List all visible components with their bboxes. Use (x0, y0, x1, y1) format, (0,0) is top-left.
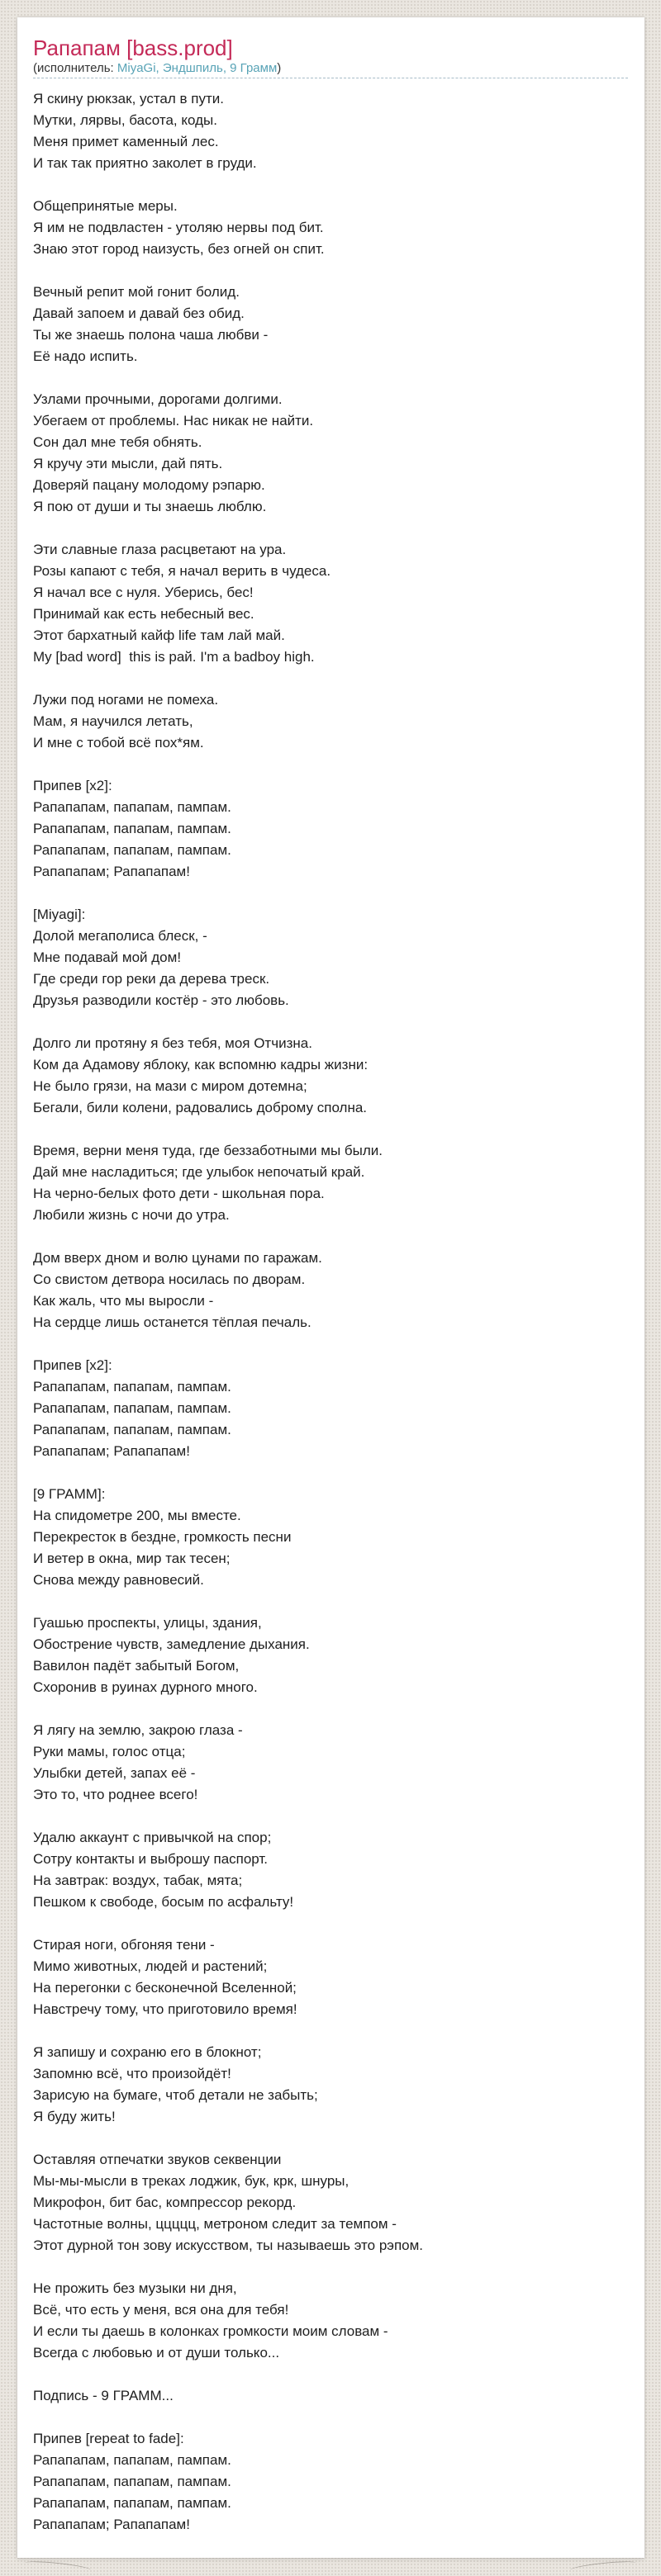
lyrics-stanza (33, 2428, 628, 2536)
lyrics-line: Розы капают с тебя, я начал верить в чудеса. (33, 563, 331, 579)
lyrics-line: Где среди гор реки да дерева треск. (33, 971, 270, 987)
lyrics-card (17, 17, 644, 2558)
lyrics-line: Рапапапам, папапам, пампам. (33, 799, 231, 815)
lyrics-stanza (33, 1140, 628, 1226)
artists-line (33, 60, 628, 78)
lyrics-line: Перекресток в бездне, громкость песни (33, 1529, 292, 1545)
lyrics-line: И мне с тобой всё пох*ям. (33, 735, 204, 751)
lyrics-line: Навстречу тому, что приготовило время! (33, 2001, 297, 2017)
lyrics-stanza (33, 282, 628, 367)
lyrics-line: На сердце лишь останется тёплая печаль. (33, 1314, 311, 1330)
lyrics-line: Руки мамы, голос отца; (33, 1744, 186, 1759)
lyrics-line: Припев [repeat to fade]: (33, 2431, 184, 2446)
lyrics-stanza (33, 775, 628, 883)
lyrics-line: На спидометре 200, мы вместе. (33, 1508, 241, 1523)
lyrics-line: Этот бархатный кайф life там лай май. (33, 627, 285, 643)
lyrics-stanza (33, 1934, 628, 2020)
lyrics-line: Рапапапам; Рапапапам! (33, 1443, 190, 1459)
lyrics-line: Схоронив в руинах дурного много. (33, 1679, 258, 1695)
lyrics-line: Любили жизнь с ночи до утра. (33, 1207, 230, 1223)
lyrics-stanza (33, 1248, 628, 1333)
artists-prefix: (исполнитель: (33, 61, 117, 75)
lyrics-line: Вечный репит мой гонит болид. (33, 284, 240, 300)
lyrics-line: Стирая ноги, обгоняя тени - (33, 1937, 215, 1953)
lyrics-line: Улыбки детей, запах её - (33, 1765, 196, 1781)
lyrics-line: Рапапапам, папапам, пампам. (33, 2495, 231, 2511)
lyrics-line: Частотные волны, ццццц, метроном следит за темпом - (33, 2216, 397, 2232)
lyrics-line: На черно-белых фото дети - школьная пора. (33, 1186, 325, 1201)
lyrics-line: На перегонки с бесконечной Вселенной; (33, 1980, 297, 1996)
lyrics-line: Рапапапам, папапам, пампам. (33, 2474, 231, 2489)
lyrics-line: На завтрак: воздух, табак, мята; (33, 1873, 243, 1888)
lyrics-line: Припев [x2]: (33, 778, 112, 793)
lyrics-line: Принимай как есть небесный вес. (33, 606, 254, 622)
lyrics-line: Со свистом детвора носилась по дворам. (33, 1271, 306, 1287)
lyrics-line: Общепринятые меры. (33, 198, 178, 214)
lyrics-line: Вавилон падёт забытый Богом, (33, 1658, 240, 1674)
lyrics-stanza (33, 88, 628, 174)
page-curl-shadow-right (570, 2559, 637, 2574)
lyrics-line: Я начал все с нуля. Уберись, бес! (33, 585, 254, 600)
lyrics-line: Всё, что есть у меня, вся она для тебя! (33, 2302, 289, 2318)
lyrics-line: Долго ли протяну я без тебя, моя Отчизна. (33, 1035, 312, 1051)
lyrics-stanza (33, 1484, 628, 1591)
lyrics-line: Бегали, били колени, радовались доброму сполна. (33, 1100, 368, 1115)
lyrics-stanza (33, 904, 628, 1011)
lyrics-line: Я пою от души и ты знаешь люблю. (33, 499, 267, 514)
lyrics-line: Припев [x2]: (33, 1357, 112, 1373)
lyrics-stanza (33, 2149, 628, 2256)
lyrics-line: Мне подавай мой дом! (33, 949, 182, 965)
lyrics-line: Мам, я научился летать, (33, 713, 193, 729)
lyrics-line: Давай запоем и давай без обид. (33, 305, 245, 321)
lyrics-stanza (33, 689, 628, 754)
lyrics-line: Я скину рюкзак, устал в пути. (33, 91, 224, 107)
lyrics-line: Я запишу и сохраню его в блокнот; (33, 2044, 262, 2060)
lyrics-line: Микрофон, бит бас, компрессор рекорд. (33, 2195, 297, 2210)
lyrics-stanza (33, 2278, 628, 2364)
lyrics-line: Подпись - 9 ГРАММ... (33, 2388, 174, 2403)
lyrics-stanza (33, 2042, 628, 2128)
page-curl-shadow-left (25, 2559, 92, 2574)
lyrics-line: Всегда с любовью и от души только... (33, 2345, 280, 2361)
lyrics-line: Пешком к свободе, босым по асфальту! (33, 1894, 294, 1910)
lyrics-line: My [bad word] this is рай. I'm a badboy high. (33, 649, 315, 665)
artists-links: MiyaGi, Эндшпиль, 9 Грамм (117, 61, 278, 75)
lyrics-line: Долой мегаполиса блеск, - (33, 928, 207, 944)
lyrics-line: Рапапапам; Рапапапам! (33, 2517, 190, 2532)
lyrics-line: Рапапапам, папапам, пампам. (33, 2452, 231, 2468)
lyrics-line: Я буду жить! (33, 2109, 116, 2124)
lyrics-line: И ветер в окна, мир так тесен; (33, 1551, 231, 1566)
lyrics-text (33, 78, 628, 2536)
lyrics-line: Мы-мы-мысли в треках лоджик, бук, крк, шнуры, (33, 2173, 350, 2189)
lyrics-line: Запомню всё, что произойдёт! (33, 2066, 231, 2081)
lyrics-stanza (33, 2385, 628, 2407)
lyrics-line: Удалю аккаунт с привычкой на спор; (33, 1830, 272, 1845)
lyrics-line: Лужи под ногами не помеха. (33, 692, 219, 708)
lyrics-line: Не прожить без музыки ни дня, (33, 2280, 237, 2296)
lyrics-line: Сотру контакты и выброшу паспорт. (33, 1851, 269, 1867)
lyrics-line: Мимо животных, людей и растений; (33, 1958, 268, 1974)
lyrics-stanza (33, 1612, 628, 1698)
lyrics-line: Я кручу эти мысли, дай пять. (33, 456, 223, 471)
lyrics-line: Рапапапам, папапам, пампам. (33, 1379, 231, 1395)
lyrics-line: И если ты даешь в колонках громкости моим словам - (33, 2323, 388, 2339)
lyrics-stanza (33, 1827, 628, 1913)
song-title: Рапапам [bass.prod] (33, 36, 233, 60)
lyrics-line: Гуашью проспекты, улицы, здания, (33, 1615, 262, 1631)
lyrics-line: Мутки, лярвы, басота, коды. (33, 112, 217, 128)
lyrics-line: И так так приятно заколет в груди. (33, 155, 257, 171)
lyrics-line: Время, верни меня туда, где беззаботными мы были. (33, 1143, 383, 1158)
lyrics-line: Меня примет каменный лес. (33, 134, 219, 149)
lyrics-line: [Miyagi]: (33, 907, 86, 922)
lyrics-line: Снова между равновесий. (33, 1572, 204, 1588)
lyrics-line: Её надо испить. (33, 348, 138, 364)
lyrics-line: Знаю этот город наизусть, без огней он спит. (33, 241, 325, 257)
artist-link[interactable]: Эндшпиль (162, 61, 223, 75)
lyrics-line: Ты же знаешь полона чаша любви - (33, 327, 269, 343)
lyrics-line: Эти славные глаза расцветают на ура. (33, 542, 287, 557)
artists-suffix: ) (277, 61, 282, 75)
lyrics-line: Рапапапам, папапам, пампам. (33, 821, 231, 836)
lyrics-line: Друзья разводили костёр - это любовь. (33, 992, 289, 1008)
lyrics-line: Я им не подвластен - утоляю нервы под бит. (33, 220, 324, 235)
lyrics-line: Рапапапам, папапам, пампам. (33, 1422, 231, 1437)
lyrics-stanza (33, 196, 628, 260)
lyrics-line: Убегаем от проблемы. Нас никак не найти. (33, 413, 314, 429)
artist-link[interactable]: 9 Грамм (230, 61, 278, 75)
lyrics-line: Зарисую на бумаге, чтоб детали не забыть; (33, 2087, 318, 2103)
lyrics-line: Рапапапам; Рапапапам! (33, 864, 190, 879)
lyrics-line: Оставляя отпечатки звуков секвенции (33, 2152, 282, 2167)
lyrics-line: Этот дурной тон зову искусством, ты называешь это рэпом. (33, 2237, 424, 2253)
lyrics-line: Дай мне насладиться; где улыбок непочатый край. (33, 1164, 365, 1180)
lyrics-line: Обострение чувств, замедление дыхания. (33, 1636, 310, 1652)
lyrics-line: Доверяй пацану молодому рэпарю. (33, 477, 265, 493)
lyrics-line: Узлами прочными, дорогами долгими. (33, 391, 283, 407)
artist-link[interactable]: MiyaGi (117, 61, 156, 75)
lyrics-line: Ком да Адамову яблоку, как вспомню кадры жизни: (33, 1057, 369, 1073)
lyrics-line: [9 ГРАММ]: (33, 1486, 106, 1502)
lyrics-stanza (33, 539, 628, 668)
lyrics-line: Это то, что роднее всего! (33, 1787, 198, 1802)
lyrics-line: Рапапапам, папапам, пампам. (33, 842, 231, 858)
lyrics-line: Дом вверх дном и волю цунами по гаражам. (33, 1250, 322, 1266)
lyrics-line: Сон дал мне тебя обнять. (33, 434, 202, 450)
lyrics-line: Как жаль, что мы выросли - (33, 1293, 214, 1309)
lyrics-stanza (33, 1355, 628, 1462)
lyrics-line: Я лягу на землю, закрою глаза - (33, 1722, 243, 1738)
lyrics-stanza (33, 389, 628, 518)
lyrics-stanza (33, 1033, 628, 1119)
lyrics-line: Не было грязи, на мази с миром дотемна; (33, 1078, 307, 1094)
lyrics-line: Рапапапам, папапам, пампам. (33, 1400, 231, 1416)
lyrics-stanza (33, 1720, 628, 1806)
